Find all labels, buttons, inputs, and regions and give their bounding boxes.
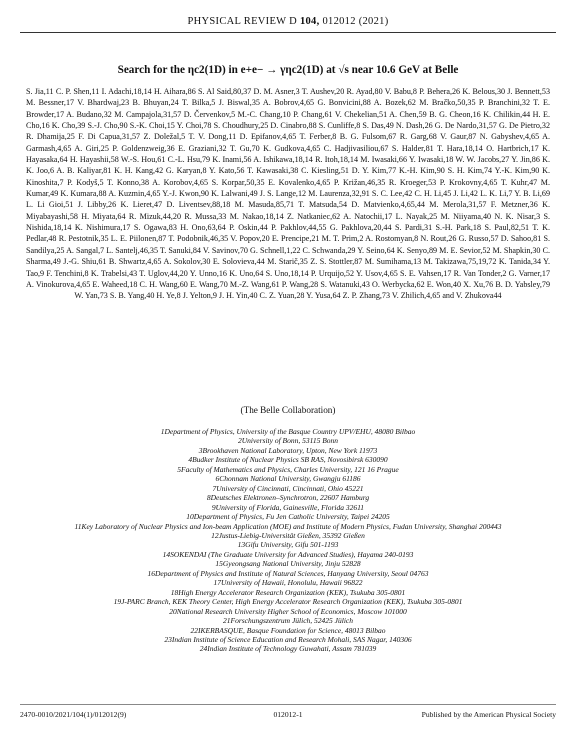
affiliation: 9University of Florida, Gainesville, Florida 32611 <box>211 502 365 512</box>
paper-title: Search for the ηc2(1D) in e+e− → γηc2(1D) at √s near 10.6 GeV at Belle <box>117 64 459 76</box>
affiliation: 24Indian Institute of Technology Guwahati, Assam 781039 <box>199 644 377 654</box>
affiliation-list <box>40 427 536 654</box>
affiliation: 16Department of Physics and Institute of Natural Sciences, Hanyang University, Seoul 04763 <box>147 568 429 578</box>
running-header <box>0 16 576 27</box>
affiliation: 22IKERBASQUE, Basque Foundation for Science, 48013 Bilbao <box>190 625 386 635</box>
affiliation: 8Deutsches Elektronen–Synchrotron, 22607 Hamburg <box>206 493 370 503</box>
affiliation: 2University of Bonn, 53115 Bonn <box>237 436 339 446</box>
footer-issn: 2470-0010/2021/104(1)/012012(9) <box>20 710 127 719</box>
affiliation: 23Indian Institute of Science Education and Research Mohali, SAS Nagar, 140306 <box>164 634 412 644</box>
affiliation: 18High Energy Accelerator Research Organization (KEK), Tsukuba 305-0801 <box>170 587 406 597</box>
article-number: 012012 (2021) <box>322 16 389 27</box>
affiliation: 17University of Hawaii, Honolulu, Hawaii 96822 <box>213 578 363 588</box>
page-number: 012012-1 <box>273 710 303 719</box>
footer-rule <box>20 704 556 705</box>
affiliation: 1Department of Physics, University of the Basque Country UPV/EHU, 48080 Bilbao <box>160 427 416 436</box>
affiliation: 6Chonnam National University, Gwangju 61186 <box>215 474 361 484</box>
publisher-note: Published by the American Physical Society <box>421 710 556 719</box>
author-list: S. Jia,11 C. P. Shen,11 I. Adachi,18,14 H. Aihara,86 S. Al Said,80,37 D. M. Asner,3 T. Aushev,20 R. Ayad,80 V. Babu,8 P. Behera,26 K. Belous,30 J. Bennett,53 M. Bessner,17 V. Bhardwaj,23 B. Bhuyan,24 T. Bilka,5 J. Biswal,35 A. Bobrov,4,65 G. Bonvicini,88 A. Bozek,62 M. Bračko,50,35 P. Branchini,32 T. E. Browder,17 A. Budano,32 M. Campajola,31,57 D. Červenkov,5 M.-C. Chang,10 P. Chang,61 V. Chekelian,51 A. Chen,59 B. G. Cheon,16 K. Chilikin,44 H. E. Cho,16 K. Cho,39 S.-J. Cho,90 S.-K. Choi,15 Y. Choi,78 S. Choudhury,25 D. Cinabro,88 S. Cunliffe,8 S. Das,49 N. Dash,26 G. De Nardo,31,57 G. De Pietro,32 R. Dhamija,25 F. Di Capua,31,57 Z. Doležal,5 T. V. Dong,11 D. Epifanov,4,65 T. Ferber,8 B. G. Fulsom,67 R. Garg,68 V. Gaur,87 N. Gabyshev,4,65 A. Garmash,4,65 A. Giri,25 P. Goldenzweig,36 E. Graziani,32 T. Gu,70 K. Gudkova,4,65 C. Hadjivasiliou,67 S. Halder,81 T. Hara,18,14 O. Hartbrich,17 K. Hayasaka,64 H. Hayashii,58 W.-S. Hou,61 C.-L. Hsu,79 K. Inami,56 A. Ishikawa,18,14 R. Itoh,18,14 M. Iwasaki,66 Y. Iwasaki,18 W. W. Jacobs,27 Y. Jin,86 K. K. Joo,6 A. B. Kaliyar,81 K. H. Kang,42 G. Karyan,8 Y. Kato,56 T. Kawasaki,38 C. Kiesling,51 D. Y. Kim,77 K.-H. Kim,90 S. H. Kim,74 Y.-K. Kim,90 K. Kinoshita,7 P. Kodyš,5 T. Konno,38 A. Korobov,4,65 S. Korpar,50,35 E. Kovalenko,4,65 P. Križan,46,35 R. Kroeger,53 P. Krokovny,4,65 T. Kuhr,47 M. Kumar,49 K. Kumara,88 A. Kuzmin,4,65 Y.-J. Kwon,90 K. Lalwani,49 J. S. Lange,12 M. Laurenza,32,91 S. C. Lee,42 C. H. Li,45 J. Li,42 L. K. Li,7 Y. B. Li,69 L. Li Gioi,51 J. Libby,26 K. Lieret,47 D. Liventsev,88,18 M. Masuda,85,71 T. Matsuda,54 D. Matvienko,4,65,44 M. Merola,31,57 F. Metzner,36 K. Miyabayashi,58 H. Miyata,64 R. Mizuk,44,20 R. Mussa,33 M. Nakao,18,14 Z. Natkaniec,62 A. Natochii,17 L. Nayak,25 M. Niiyama,40 N. K. Nisar,3 S. Nishida,18,14 K. Nishimura,17 S. Ogawa,83 H. Ono,63,64 P. Oskin,44 P. Pakhlov,44,55 G. Pakhlova,20,44 S. Pardi,31 S.-H. Park,18 S. Paul,82,51 T. K. Pedlar,48 R. Pestotnik,35 L. E. Piilonen,87 T. Podobnik,46,35 V. Popov,20 E. Prencipe,21 M. T. Prim,2 A. Rostomyan,8 N. Rout,26 G. Russo,57 D. Sahoo,81 S. Sandilya,25 A. Sangal,7 L. Santelj,46,35 T. Sanuki,84 V. Savinov,70 G. Schnell,1,22 C. Schwanda,29 Y. Seino,64 K. Senyo,89 M. E. Sevior,52 M. Shapkin,30 C. Sharma,49 J.-G. Shiu,61 B. Shwartz,4,65 A. Sokolov,30 E. Solovieva,44 M. Starič,35 Z. S. Stottler,87 M. Sumihama,13 M. Takizawa,75,19,72 K. Tanida,34 Y. Tao,9 F. Tenchini,8 K. Trabelsi,43 T. Uglov,44,20 Y. Unno,16 K. Uno,64 S. Uno,18,14 P. Urquijo,52 Y. Usov,4,65 S. E. Vahsen,17 R. Van Tonder,2 G. Varner,17 A. Vinokurova,4,65 E. Waheed,18 C. H. Wang,60 E. Wang,70 M.-Z. Wang,61 P. Wang,28 S. Watanuki,43 O. Werbycka,62 E. Won,40 X. Xu,76 B. D. Yabsley,79 W. Yan,73 S. B. Yang,40 H. Ye,8 J. Yelton,9 J. H. Yin,40 C. Z. Yuan,28 Y. Yusa,64 Z. P. Zhang,73 V. Zhilich,4,65 and V. Zhukova44 <box>26 87 550 301</box>
affiliation: 4Budker Institute of Nuclear Physics SB RAS, Novosibirsk 630090 <box>188 455 388 465</box>
header-rule <box>20 32 556 33</box>
affiliation: 13Gifu University, Gifu 501-1193 <box>237 540 339 550</box>
affiliation: 15Gyeongsang National University, Jinju 52828 <box>215 559 361 569</box>
affiliation: 21Forschungszentrum Jülich, 52425 Jülich <box>223 616 353 626</box>
affiliation: 10Department of Physics, Fu Jen Catholic University, Taipei 24205 <box>186 512 390 522</box>
affiliation: 20National Research University Higher School of Economics, Moscow 101000 <box>169 606 407 616</box>
journal-name: PHYSICAL REVIEW D <box>187 16 298 27</box>
collaboration-name: (The Belle Collaboration) <box>240 405 336 415</box>
affiliation: 19J-PARC Branch, KEK Theory Center, High Energy Accelerator Research Organization (KEK), Tsukuba 305-0801 <box>113 597 463 607</box>
journal-volume: 104, <box>299 16 320 27</box>
affiliation: 7University of Cincinnati, Cincinnati, Ohio 45221 <box>212 483 364 493</box>
affiliation: 12Justus-Liebig-Universität Gießen, 35392 Gießen <box>211 530 365 540</box>
page-footer <box>20 710 556 722</box>
affiliation: 3Brookhaven National Laboratory, Upton, New York 11973 <box>198 445 378 455</box>
affiliation: 5Faculty of Mathematics and Physics, Charles University, 121 16 Prague <box>177 464 399 474</box>
affiliation: 11Key Laboratory of Nuclear Physics and Ion-beam Application (MOE) and Institute of Modern Physics, Fudan University, Shanghai 200443 <box>74 521 502 531</box>
affiliation: 14SOKENDAI (The Graduate University for Advanced Studies), Hayama 240-0193 <box>162 549 414 559</box>
